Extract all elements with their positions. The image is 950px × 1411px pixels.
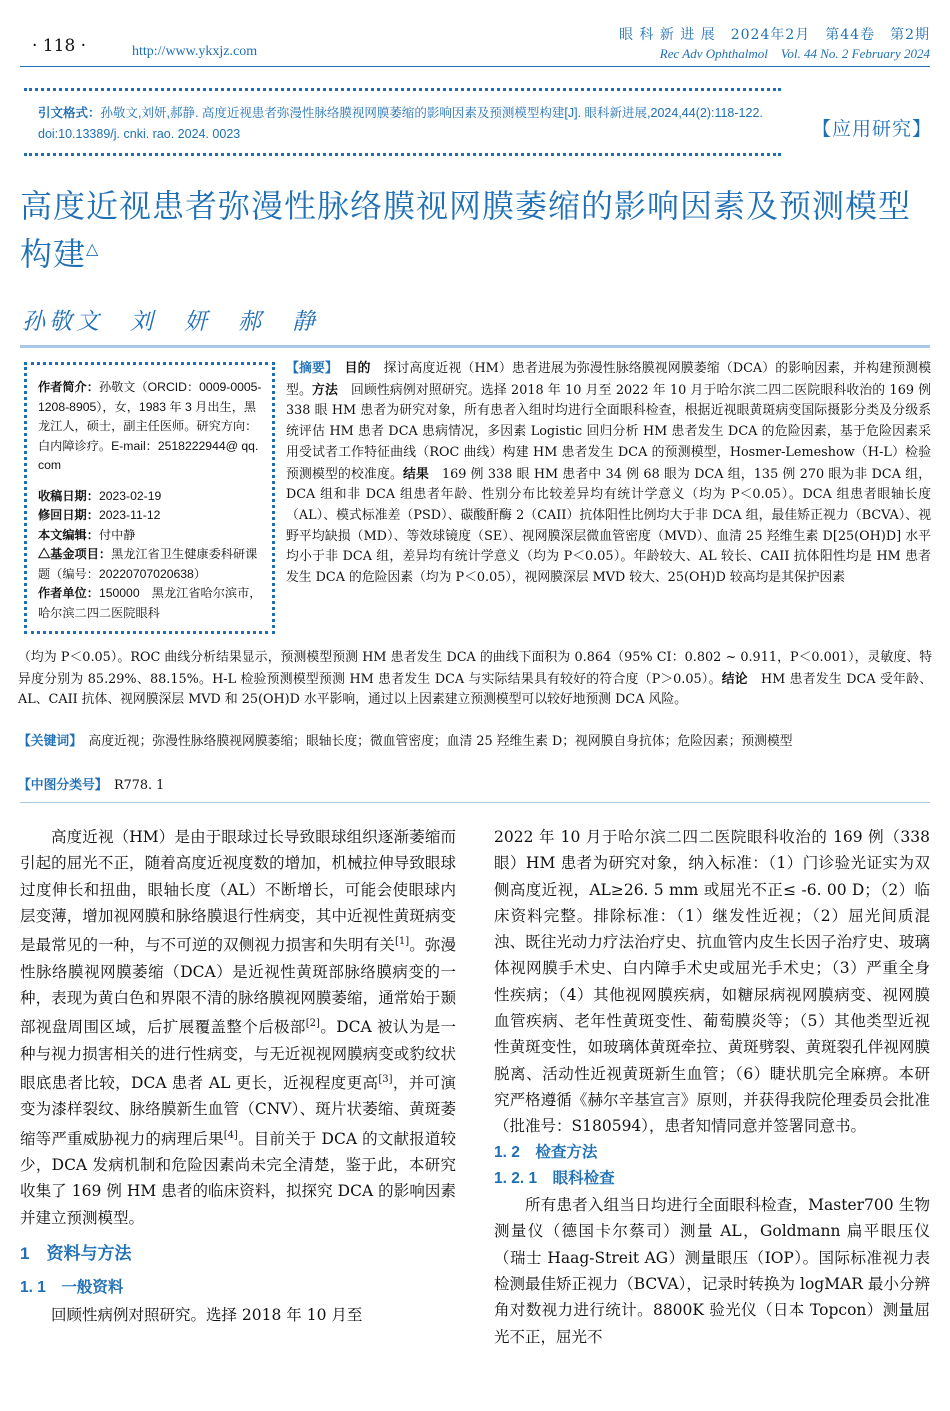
- subsection-heading-1-2-1: 1. 2. 1 眼科检查: [494, 1169, 615, 1187]
- header-rule: [20, 66, 930, 67]
- clc-label: 【中图分类号】: [18, 777, 102, 792]
- editor-value: 付中静: [98, 527, 136, 542]
- intro-text-a: 高度近视（HM）是由于眼球过长导致眼球组织逐渐萎缩而引起的屈光不正，随着高度近视度数的增加，机械拉伸导致眼球过度伸长和扭曲，眼轴长度（AL）不断增长，可能会使眼球内层变薄，增加视网膜和脉络膜退行性病变，其中近视性黄斑病变是最常见的一种，与不可逆的双侧视力损害和失明有关: [20, 828, 456, 955]
- intro-text-c: 。DCA 被认为是一种与视力损害相关的进行性病变，与无近视视网膜病变或豹纹状眼底患者比较，DCA 患者 AL 更长，近视程度更高: [20, 1018, 456, 1093]
- clc-text: R778. 1: [113, 778, 165, 793]
- keywords-text: 高度近视；弥漫性脉络膜视网膜萎缩；眼轴长度；微血管密度；血清 25 羟维生素 D；视网膜自身抗体；危险因素；预测模型: [88, 734, 793, 749]
- citation-text: 孙敬文,刘妍,郝静. 高度近视患者弥漫性脉络膜视网膜萎缩的影响因素及预测模型构建[J]. 眼科新进展,2024,44(2):118-122. doi:10.13389/j. cnki. rao. 2024. 0023: [38, 106, 763, 141]
- unit-value: 150000 黑龙江省哈尔滨市，哈尔滨二四二医院眼科: [38, 586, 262, 620]
- received-label: 收稿日期：: [38, 488, 99, 503]
- methods-text: 回顾性病例对照研究。选择 2018 年 10 月至 2022 年 10 月于哈尔滨二四二医院眼科收治的 169 例 338 眼 HM 患者为研究对象，所有患者入组时均进行全面眼科检查，根据近视眼黄斑病变国际摄影分类及分级系统评估 HM 患者 DCA 患病情况，多因素 Logistic 回归分析 HM 患者发生 DCA 的危险因素，基于危险因素采用受试者工作特征曲线（ROC 曲线）构建 HM 患者发生 DCA 的预测模型，Hosmer-Lemeshow（H-L）检验预测模型的校准度。: [286, 382, 932, 482]
- section-heading-1: 1 资料与方法: [20, 1244, 132, 1264]
- results-text-1: 169 例 338 眼 HM 患者中 34 例 68 眼为 DCA 组，135 例 270 眼为非 DCA 组，DCA 组和非 DCA 组患者年龄、性别分布比较差异均有统计学意义（均为 P＜0.05）。DCA 组患者眼轴长度（AL）、模式标准差（PSD）、碳酸酐酶 2（CAII）抗体阳性比例均大于非 DCA 组，最佳矫正视力（BCVA）、视野平均缺损（MD）、等效球镜度（SE）、视网膜深层微血管密度（MVD）、血清 25 羟维生素 D[25(OH)D] 水平均小于非 DCA 组，差异均有统计学意义（均为 P＜0.05）。年龄较大、AL 较长、CAII 抗体阳性均是 HM 患者发生 DCA 的危险因素（均为 P＜0.05），视网膜深层 MVD 较大、25(OH)D 较高均是其保护因素: [286, 466, 932, 586]
- editor-label: 本文编辑：: [38, 527, 99, 542]
- general-info-paragraph: 回顾性病例对照研究。选择 2018 年 10 月至: [51, 1305, 363, 1324]
- objective-text: 探讨高度近视（HM）患者进展为弥漫性脉络膜视网膜萎缩（DCA）的影响因素，并构建预测模型。: [286, 361, 932, 398]
- author-rule: [20, 345, 930, 348]
- authors: 孙敬文 刘 妍 郝 静: [22, 309, 319, 335]
- bio-text: 孙敬文（ORCID：0009-0005-1208-8905），女，1983 年 3 月出生，黑龙江人，硕士，副主任医师。研究方向：白内障诊疗。E-mail：2518222944@ qq. com: [38, 380, 262, 472]
- unit-label: 作者单位：: [38, 586, 99, 600]
- abstract-part2: [18, 648, 932, 711]
- abstract-label: 【摘要】: [286, 360, 332, 375]
- objective-label: 目的: [344, 360, 371, 375]
- results-text-2: （均为 P＜0.05）。ROC 曲线分析结果显示，预测模型预测 HM 患者发生 DCA 的曲线下面积为 0.864（95% CI：0.802 ~ 0.911，P＜0.001），灵敏度、特异度分别为 85.29%、88.15%。H-L 检验预测模型预测 HM 患者发生 DCA 与实际结果具有较好的符合度（P＞0.05）。: [18, 650, 932, 687]
- journal-name-en: Rec Adv Ophthalmol Vol. 44 No. 2 February 2024: [659, 46, 930, 61]
- results-label: 结果: [402, 465, 429, 481]
- intro-text-d: ，并可演变为漆样裂纹、脉络膜新生血管（CNV）、斑片状萎缩、黄斑萎缩等严重威胁视力的病理后果: [20, 1074, 456, 1148]
- editor: [38, 526, 268, 546]
- intro-text-b: 。弥漫性脉络膜视网膜萎缩（DCA）是近视性黄斑部脉络膜病变的一种，表现为黄白色和界限不清的脉络膜视网膜萎缩，通常始于颞部视盘周围区域，后扩展覆盖整个后极部: [20, 936, 456, 1037]
- revised-label: 修回日期：: [38, 508, 99, 522]
- criteria-paragraph: 2022 年 10 月于哈尔滨二四二医院眼科收治的 169 例（338 眼）HM 患者为研究对象，纳入标准：（1）门诊验光证实为双侧高度近视，AL≥26. 5 mm 或屈光不正≤ -6. 00 D；（2）临床资料完整。排除标准：（1）继发性近视；（2）屈光间质混浊、既往光动力疗法治疗史、抗血管内皮生长因子治疗史、玻璃体视网膜手术史、白内障手术史或屈光手术史；（3）严重全身性疾病；（4）其他视网膜疾病，如糖尿病视网膜病变、视网膜血管疾病、老年性黄斑变性、葡萄膜炎等；（5）其他类型近视性黄斑变性，如玻璃体黄斑牵拉、黄斑劈裂、黄斑裂孔伴视网膜脱离、活动性近视黄斑新生血管；（6）睫状肌完全麻痹。本研究严格遵循《赫尔辛基宣言》原则，并获得我院伦理委员会批准（批准号：S180594），患者知情同意并签署同意书。: [494, 828, 930, 1136]
- abstract-rule: [20, 802, 930, 803]
- exam-paragraph: 所有患者入组当日均进行全面眼科检查，Master700 生物测量仪（德国卡尔蔡司）测量 AL，Goldmann 扁平眼压仪（瑞士 Haag-Streit AG）测量眼压（IOP）。国际标准视力表检测最佳矫正视力（BCVA），记录时转换为 logMAR 最小分辨角对数视力进行统计。8800K 验光仪（日本 Topcon）测量屈光不正，屈光不: [494, 1196, 930, 1346]
- article-title: [20, 182, 935, 278]
- journal-url[interactable]: http://www.ykxjz.com: [132, 44, 258, 59]
- methods-label: 方法: [311, 381, 338, 397]
- bio-label: 作者简介：: [38, 380, 99, 394]
- ref-2[interactable]: [2]: [305, 1018, 320, 1030]
- revised-date: [38, 506, 268, 526]
- citation: [38, 103, 768, 145]
- ref-1[interactable]: [1]: [394, 936, 410, 948]
- body-column-left: [20, 824, 456, 1328]
- intro-text-e: 。目前关于 DCA 的文献报道较少，DCA 发病机制和危险因素尚未完全清楚，鉴于此，本研究收集了 169 例 HM 患者的临床资料，拟探究 DCA 的影响因素并建立预测模型。: [20, 1129, 456, 1227]
- author-bio: [38, 378, 268, 476]
- citation-label: 引文格式：: [38, 106, 101, 120]
- page-number: · 118 ·: [32, 36, 87, 56]
- revised-value: 2023-11-12: [98, 508, 161, 522]
- conclusion-text: HM 患者发生 DCA 受年龄、AL、CAII 抗体、视网膜深层 MVD 和 25(OH)D 水平影响，通过以上因素建立预测模型可以较好地预测 DCA 风险。: [18, 671, 933, 708]
- ref-3[interactable]: [3]: [378, 1073, 393, 1085]
- keywords-label: 【关键词】: [18, 733, 76, 748]
- keywords: [18, 731, 932, 753]
- section-tag: 【应用研究】: [812, 119, 933, 140]
- subsection-heading-1-1: 1. 1 一般资料: [20, 1279, 124, 1297]
- fund-value: 黑龙江省卫生健康委科研课题（编号：20220707020638）: [38, 547, 258, 581]
- clc-number: [18, 775, 932, 797]
- ref-4[interactable]: [4]: [223, 1129, 238, 1141]
- journal-name-cn: 眼 科 新 进 展 2024年2月 第44卷 第2期: [618, 27, 930, 43]
- title-text: 高度近视患者弥漫性脉络膜视网膜萎缩的影响因素及预测模型构建: [20, 188, 912, 272]
- conclusion-label: 结论: [721, 670, 748, 686]
- received-value: 2023-02-19: [98, 488, 162, 503]
- intro-paragraph: [20, 824, 456, 1231]
- fund-label: △基金项目：: [38, 547, 112, 561]
- received-date: [38, 487, 268, 507]
- body-column-right: [494, 824, 930, 1350]
- title-fund-mark: △: [86, 241, 100, 258]
- author-unit: [38, 584, 268, 623]
- sidebar-info: [38, 378, 268, 623]
- subsection-heading-1-2: 1. 2 检查方法: [494, 1143, 598, 1161]
- fund: [38, 545, 268, 584]
- abstract-part1: [286, 358, 931, 589]
